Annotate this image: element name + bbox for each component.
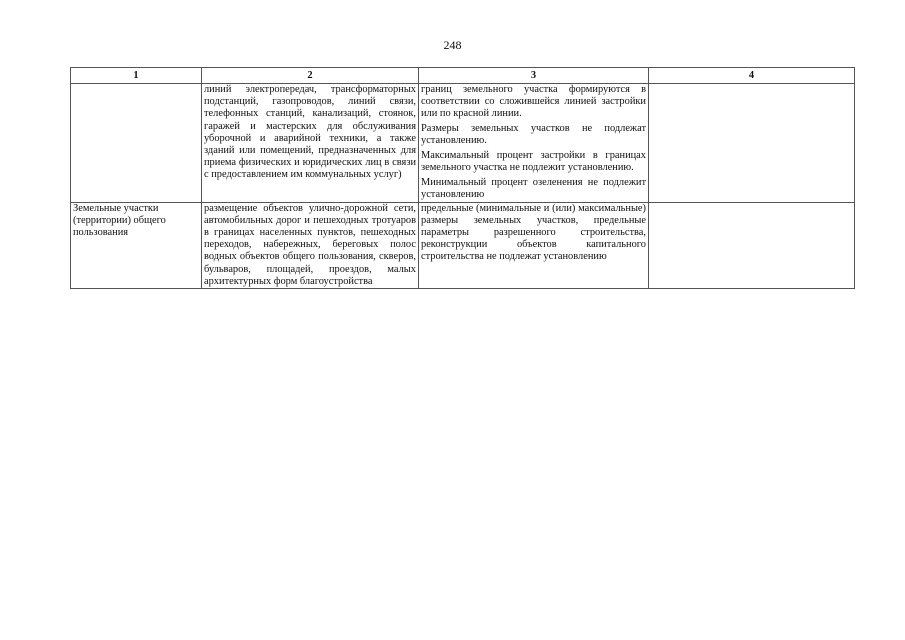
row2-col3-para: предельные (минимальные и (или) максимальные) размеры земельных участков, предельные параметры разрешенного строительства, реконструкции объектов капитального строительства не подлежат установлению (421, 202, 646, 263)
zoning-table (70, 67, 855, 289)
row1-col2-permitted-use: линий электропередач, трансформаторных подстанций, газопроводов, линий связи, телефонных станций, канализаций, стоянок, гаражей и мастерских для обслуживания уборочной и аварийной техники, а также зданий или помещений, предназначенных для приема физических и юридических лиц в связи с предоставлением им коммунальных услуг) (202, 84, 419, 203)
row2-col3-parameters (419, 202, 649, 288)
header-col-2: 2 (202, 68, 419, 84)
row1-col4 (649, 84, 855, 203)
row1-col1 (71, 84, 202, 203)
header-col-4: 4 (649, 68, 855, 84)
row1-col3-para: Минимальный процент озеленения не подлежит установлению (421, 177, 646, 201)
table-row (71, 84, 855, 203)
row2-col4 (649, 202, 855, 288)
row1-col3-para: Максимальный процент застройки в границах земельного участка не подлежит установлению. (421, 150, 646, 174)
row1-col3-para: Размеры земельных участков не подлежат установлению. (421, 123, 646, 147)
row1-col3-para: границ земельного участка формируются в соответствии со сложившейся линией застройки или по красной линии. (421, 84, 646, 120)
table-header-row (71, 68, 855, 84)
header-col-3: 3 (419, 68, 649, 84)
row2-col2-permitted-use: размещение объектов улично-дорожной сети, автомобильных дорог и пешеходных тротуаров в границах населенных пунктов, пешеходных переходов, набережных, береговых полос водных объектов общего пользования, скверов, бульваров, площадей, проездов, малых архитектурных форм благоустройства (202, 202, 419, 288)
table-row (71, 202, 855, 288)
row2-col1-land-type: Земельные участки (территории) общего пользования (71, 202, 202, 288)
page-number: 248 (443, 38, 462, 52)
row1-col3-parameters (419, 84, 649, 203)
header-col-1: 1 (71, 68, 202, 84)
